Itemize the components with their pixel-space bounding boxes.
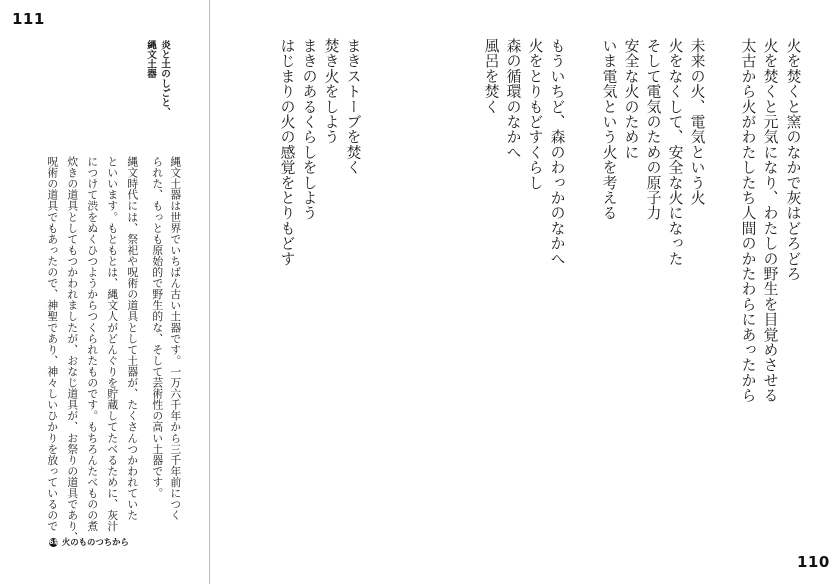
poem-line-12: 風呂を焚く — [482, 38, 500, 114]
left-page — [0, 0, 209, 584]
poem-line-7: 安全な火のために — [622, 38, 640, 160]
chapter-badge: 6章 — [49, 538, 61, 546]
chapter-footer — [49, 536, 129, 548]
chapter-header-line-1: 炎と土のしごと、 — [159, 40, 170, 117]
poem-line-14: 焚き火をしよう — [322, 38, 340, 145]
poem-line-11: 森の循環のなかへ — [504, 38, 522, 160]
poem-line-16: はじまりの火の感覚をとりもどす — [278, 38, 296, 266]
chapter-header-line-2: 縄文土器 — [145, 40, 156, 79]
chapter-footer-label: 火のものつちから — [61, 537, 129, 547]
poem-line-3: 太古から火がわたしたち人間のかたわらにあったから — [739, 38, 757, 403]
poem-line-5: 火をなくして、安全な火になった — [666, 38, 684, 266]
poem-line-8: いま電気という火を考える — [600, 38, 618, 221]
poem-line-13: まきストーブを焚く — [344, 38, 362, 175]
poem-line-10: 火をとりもどすくらし — [526, 38, 544, 190]
right-page — [210, 0, 840, 584]
poem-line-6: そして電気のための原子力 — [644, 38, 662, 221]
prose-line-6: 炊きの道具としてもつかわれましたが、おなじ道具が、お祭りの道具であり、 — [66, 156, 80, 543]
prose-line-4: といいます。もともとは、縄文人がどんぐりを貯蔵してたべるために、灰汁 — [106, 156, 120, 532]
poem-line-1: 火を焚くと窯のなかで灰はどろどろ — [784, 38, 802, 282]
poem-line-2: 火を焚くと元気になり、わたしの野生を目覚めさせる — [761, 38, 779, 403]
prose-line-1: 縄文土器は世界でいちばん古い土器です。一万六千年から三千年前につく — [169, 156, 183, 521]
prose-line-2: られた、もっとも原始的で野生的な、そして芸術性の高い土器です。 — [151, 156, 165, 499]
poem-line-4: 未来の火、電気という火 — [688, 38, 706, 206]
page-number-left: 111 — [12, 10, 45, 28]
prose-line-3: 縄文時代には、祭祀や呪術の道具として土器が、たくさんつかわれていた — [126, 156, 140, 521]
prose-line-5: につけて渋をぬくひつようからつくられたものです。もちろんたべものの煮 — [86, 156, 100, 532]
poem-line-15: まきのあるくらしをしよう — [300, 38, 318, 221]
prose-line-7: 呪術の道具でもあったので、神聖であり、神々しいひかりを放っているので — [46, 156, 60, 532]
poem-line-9: もういちど、森のわっかのなかへ — [548, 38, 566, 266]
page-number-right: 110 — [797, 553, 830, 571]
